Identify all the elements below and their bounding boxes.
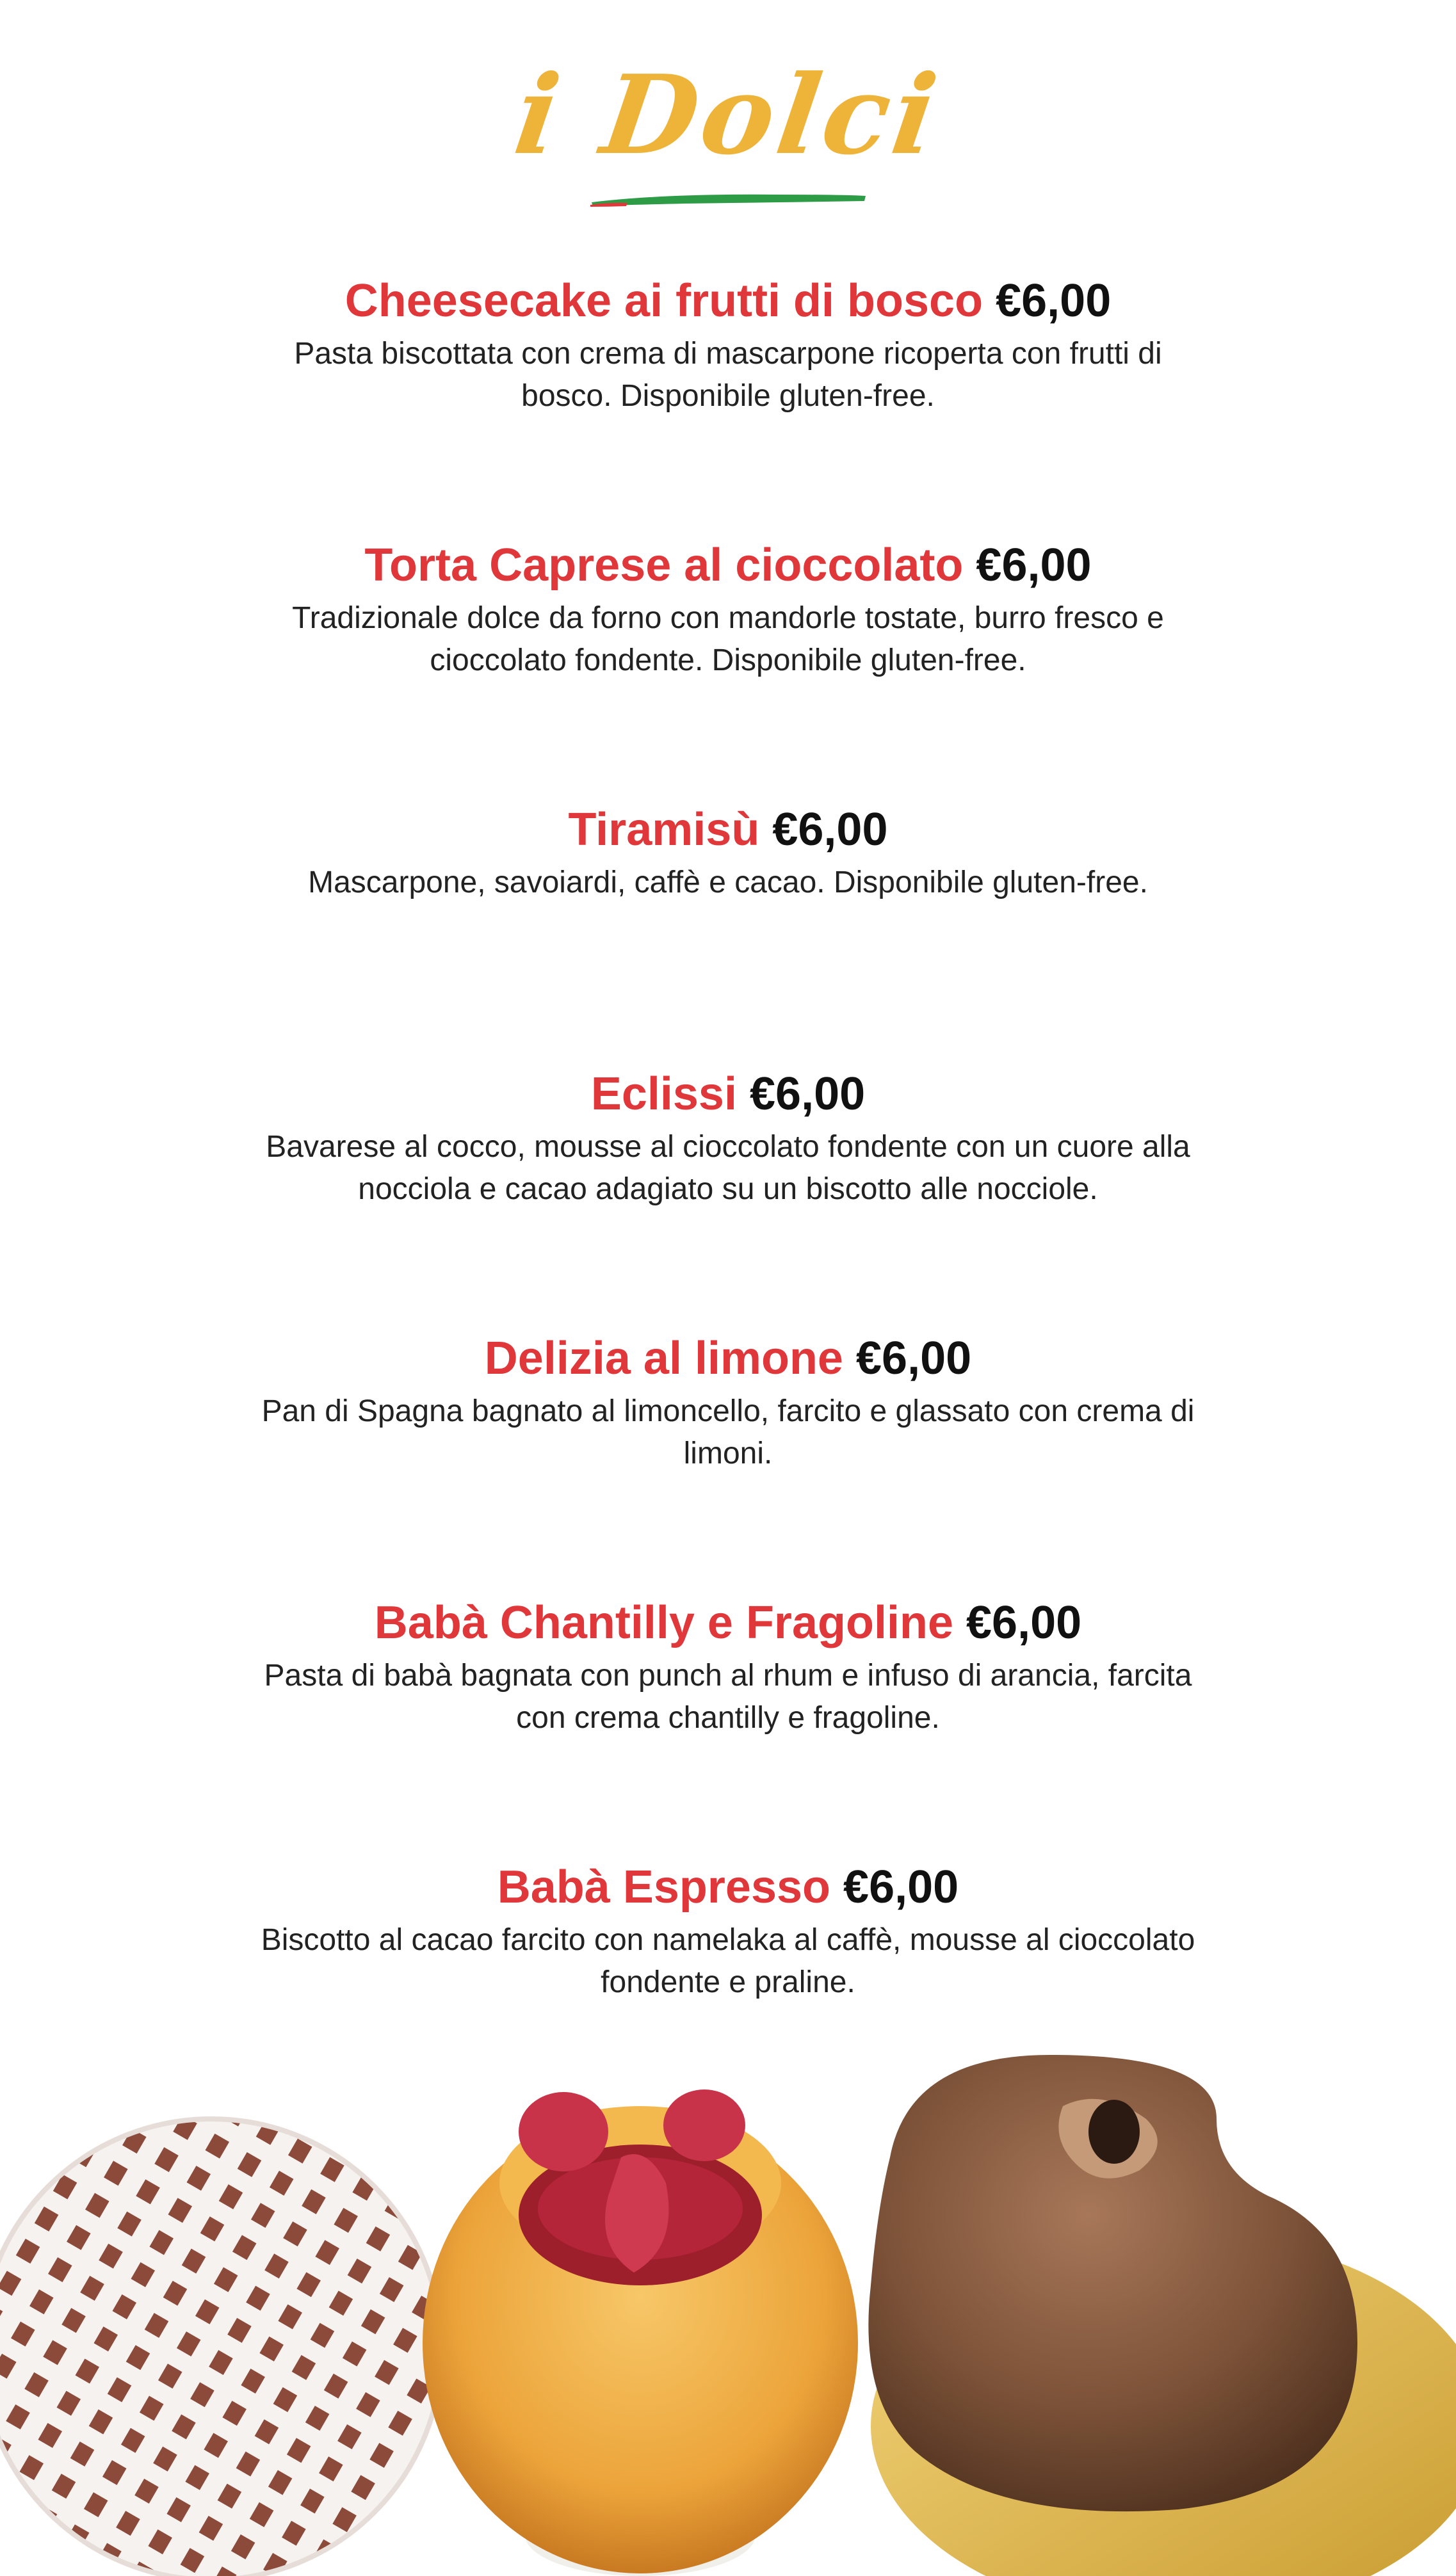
baba-chantilly-photo: [423, 2089, 858, 2576]
menu-item: [243, 1326, 1213, 1591]
menu-item: [243, 1591, 1213, 1855]
dessert-photos: [0, 2042, 1456, 2576]
menu-item: [243, 1062, 1213, 1326]
item-heading: [243, 269, 1213, 333]
item-price: €6,00: [966, 1597, 1082, 1648]
item-name: Cheesecake ai frutti di bosco: [344, 275, 983, 326]
item-description: Pan di Spagna bagnato al limoncello, farcito e glassato con crema di limoni.: [261, 1394, 1195, 1470]
item-price: €6,00: [772, 804, 888, 855]
item-price: €6,00: [976, 540, 1092, 591]
title-underline: [589, 189, 868, 207]
page-title: i Dolci: [508, 51, 948, 179]
item-price: €6,00: [856, 1333, 972, 1384]
item-heading: [243, 1855, 1213, 1919]
item-name: Babà Chantilly e Fragoline: [374, 1597, 953, 1648]
baba-espresso-photo: [868, 2055, 1456, 2576]
menu-item: [243, 533, 1213, 798]
item-price: €6,00: [843, 1862, 959, 1913]
title-area: [0, 51, 1456, 179]
item-heading: [243, 1591, 1213, 1655]
item-name: Delizia al limone: [484, 1333, 843, 1384]
item-price: €6,00: [750, 1068, 866, 1120]
item-heading: [243, 1326, 1213, 1390]
item-heading: [243, 533, 1213, 597]
menu-item: [243, 269, 1213, 533]
item-name: Eclissi: [590, 1068, 737, 1120]
item-description: Tradizionale dolce da forno con mandorle tostate, burro fresco e cioccolato fondente. Disponibile gluten-free.: [292, 601, 1164, 677]
item-name: Tiramisù: [568, 804, 760, 855]
item-description: Bavarese al cocco, mousse al cioccolato fondente con un cuore alla nocciola e cacao adagiato su un biscotto alle nocciole.: [266, 1130, 1190, 1206]
item-price: €6,00: [996, 275, 1112, 326]
item-description: Mascarpone, savoiardi, caffè e cacao. Disponibile gluten-free.: [308, 865, 1148, 899]
item-heading: [243, 798, 1213, 862]
item-name: Babà Espresso: [497, 1862, 831, 1913]
item-description: Pasta di babà bagnata con punch al rhum e infuso di arancia, farcita con crema chantilly e fragoline.: [264, 1659, 1192, 1735]
caprese-cake-photo: [0, 2119, 442, 2576]
item-heading: [243, 1062, 1213, 1126]
dessert-menu: [243, 269, 1213, 2120]
item-name: Torta Caprese al cioccolato: [364, 540, 964, 591]
item-description: Pasta biscottata con crema di mascarpone ricoperta con frutti di bosco. Disponibile gluten-free.: [294, 337, 1162, 413]
item-description: Biscotto al cacao farcito con namelaka al caffè, mousse al cioccolato fondente e praline.: [261, 1923, 1195, 1999]
menu-item: [243, 798, 1213, 1062]
